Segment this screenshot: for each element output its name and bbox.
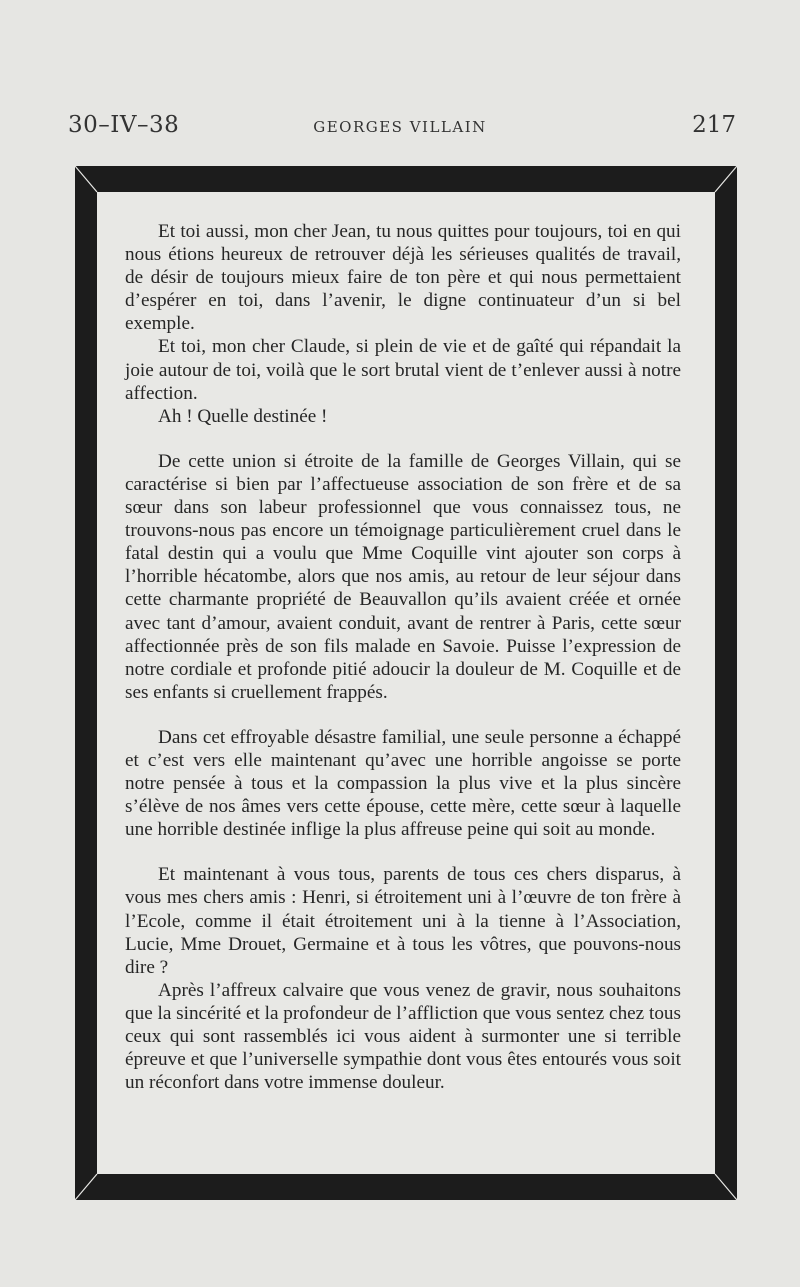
paragraph: Et toi aussi, mon cher Jean, tu nous quittes pour toujours, toi en qui nous étions heureux de retrouver déjà les sérieuses qualités de travail, de désir de toujours mieux faire de ton père et qui nous permettaient d’espérer en toi, dans l’avenir, le digne continuateur d’un si bel exemple. bbox=[125, 221, 681, 335]
header-title: GEORGES VILLAIN bbox=[313, 118, 487, 136]
paragraph: De cette union si étroite de la famille de Georges Villain, qui se caractérise si bien par l’affectueuse association de son frère et de sa sœur dans son labeur professionnel que vous connaissez tous, ne trouvons-nous pas encore un témoignage particulièrement cruel dans le fatal destin qui a voulu que Mme Coquille vint ajouter son corps à l’horrible hécatombe, alors que nos amis, au retour de leur séjour dans cette charmante propriété de Beauvallon qu’ils avaient créée et ornée avec tant d’amour, avaient conduit, avant de rentrer à Paris, cette sœur affectionnée près de son fils malade en Savoie. Puisse l’expression de notre cordiale et profonde pitié adoucir la douleur de M. Coquille et de ses enfants si cruellement frappés. bbox=[125, 450, 681, 703]
paragraph: Après l’affreux calvaire que vous venez de gravir, nous souhaitons que la sincérité et la profondeur de l’affliction que vous sentez chez tous ceux qui sont rassemblés ici vous aident à surmonter une si terrible épreuve et que l’universelle sympathie dont vous êtes entourés vous soit un réconfort dans votre immense douleur. bbox=[125, 979, 681, 1094]
page-number: 217 bbox=[692, 112, 736, 138]
paragraph: Et toi, mon cher Claude, si plein de vie et de gaîté qui répandait la joie autour de toi, voilà que le sort brutal vient de t’enlever aussi à notre affection. bbox=[125, 336, 681, 404]
paragraph: Ah ! Quelle destinée ! bbox=[158, 405, 328, 427]
paragraph: Et maintenant à vous tous, parents de tous ces chers disparus, à vous mes chers amis : Henri, si étroitement uni à l’œuvre de ton frère à l’Ecole, comme il était étroitement uni à la tienne à l’Association, Lucie, Mme Drouet, Germaine et à tous les vôtres, que pouvons-nous dire ? bbox=[125, 864, 681, 978]
eulogy-text bbox=[125, 220, 681, 1094]
running-head bbox=[0, 112, 800, 146]
paragraph: Dans cet effroyable désastre familial, une seule personne a échappé et c’est vers elle maintenant qu’avec une horrible angoisse se porte notre pensée à tous et la compassion la plus vive et la plus sincère s’élève de nos âmes vers cette épouse, cette mère, cette sœur à laquelle une horrible destinée inflige la plus affreuse peine qui soit au monde. bbox=[125, 726, 681, 841]
header-date: 30–IV–38 bbox=[68, 112, 180, 138]
